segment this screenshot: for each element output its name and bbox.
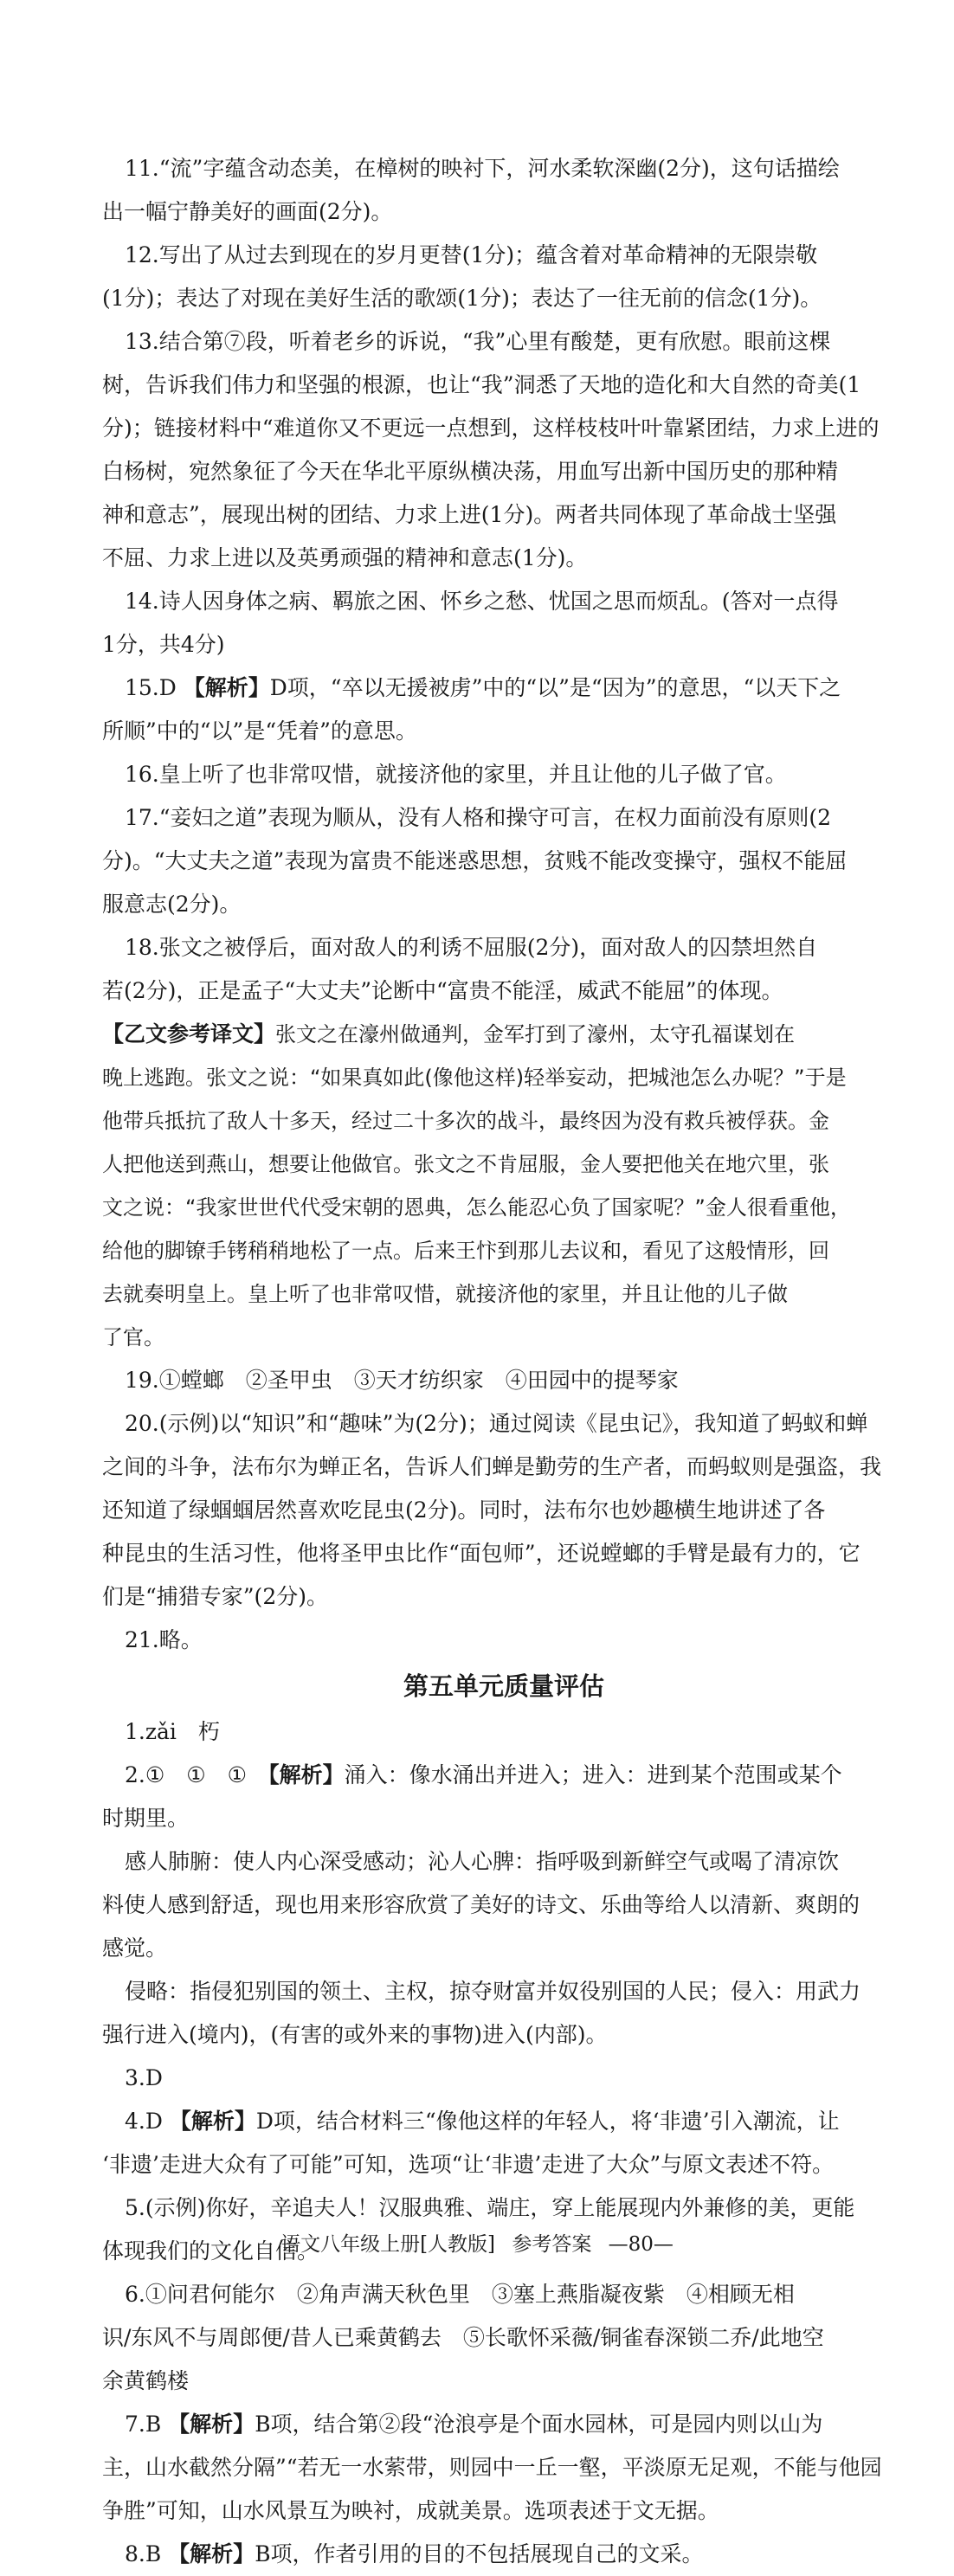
- analysis-tag: 【乙文参考译文】: [102, 1021, 276, 1046]
- answer-line: 15.D 【解析】D项，“卒以无援被虏”中的“以”是“因为”的意思，“以天下之: [125, 675, 841, 700]
- analysis-tag: 【解析】: [183, 675, 270, 700]
- answer-line: 17.“妾妇之道”表现为顺从，没有人格和操守可言，在权力面前没有原则(2: [125, 805, 831, 830]
- answer-line: 们是“捕猎专家”(2分)。: [102, 1584, 328, 1609]
- translation-line: 他带兵抵抗了敌人十多天，经过二十多次的战斗，最终因为没有救兵被俘获。金: [102, 1109, 829, 1133]
- answer-line: 4.D 【解析】D项，结合材料三“像他这样的年轻人，将‘非遗’引入潮流，让: [125, 2109, 840, 2134]
- answer-line: 16.皇上听了也非常叹惜，就接济他的家里，并且让他的儿子做了官。: [125, 762, 787, 787]
- answer-line: 料使人感到舒适，现也用来形容欣赏了美好的诗文、乐曲等给人以清新、爽朗的: [102, 1892, 861, 1917]
- page-footer: [0, 2231, 954, 2257]
- answer-line: 分)；链接材料中“难道你又不更远一点想到，这样枝枝叶叶靠紧团结，力求上进的: [102, 415, 880, 441]
- answer-line: 争胜”可知，山水风景互为映衬，成就美景。选项表述于文无据。: [102, 2498, 719, 2523]
- answer-line: 21.略。: [125, 1627, 203, 1652]
- answer-line: 种昆虫的生活习性，他将圣甲虫比作“面包师”，还说螳螂的手臂是最有力的，它: [102, 1541, 861, 1566]
- analysis-tag: 【解析】: [168, 2412, 255, 2437]
- translation-line: 人把他送到燕山，想要让他做官。张文之不肯屈服，金人要把他关在地穴里，张: [102, 1152, 829, 1176]
- answer-line: 2.① ① ① 【解析】涌入：像水涌出并进入；进入：进到某个范围或某个: [125, 1762, 842, 1787]
- answer-line: 白杨树，宛然象征了今天在华北平原纵横决荡，用血写出新中国历史的那种精: [102, 459, 839, 484]
- answer-line: 13.结合第⑦段，听着老乡的诉说，“我”心里有酸楚，更有欣慰。眼前这棵: [125, 329, 831, 354]
- section-title: 第五单元质量评估: [403, 1671, 604, 1701]
- answer-line: 强行进入(境内)，(有害的或外来的事物)进入(内部)。: [102, 2022, 608, 2047]
- answer-line: 树，告诉我们伟力和坚强的根源，也让“我”洞悉了天地的造化和大自然的奇美(1: [102, 372, 861, 397]
- answer-line: 体现我们的文化自信。: [102, 2238, 319, 2264]
- answer-line: 侵略：指侵犯别国的领土、主权，掠夺财富并奴役别国的人民；侵入：用武力: [125, 1979, 861, 2004]
- answer-line: 还知道了绿蝈蝈居然喜欢吃昆虫(2分)。同时，法布尔也妙趣横生地讲述了各: [102, 1497, 826, 1523]
- answer-line: 14.诗人因身体之病、羁旅之困、怀乡之愁、忧国之思而烦乱。(答对一点得: [125, 589, 839, 614]
- answer-line: 20.(示例)以“知识”和“趣味”为(2分)；通过阅读《昆虫记》，我知道了蚂蚁和蝉: [125, 1411, 868, 1436]
- answer-line: (1分)；表达了对现在美好生活的歌颂(1分)；表达了一往无前的信念(1分)。: [102, 286, 822, 311]
- translation-line: 晚上逃跑。张文之说：“如果真如此(像他这样)轻举妄动，把城池怎么办呢？”于是: [102, 1066, 847, 1090]
- footer-book-title: 语文八年级上册[人教版]: [280, 2233, 496, 2256]
- footer-section: 参考答案: [512, 2233, 592, 2256]
- answer-line: 不屈、力求上进以及英勇顽强的精神和意志(1分)。: [102, 545, 588, 570]
- answer-line: 5.(示例)你好，辛追夫人！汉服典雅、端庄，穿上能展现内外兼修的美，更能: [125, 2195, 855, 2220]
- answer-line: 主，山水截然分隔”“若无一水萦带，则园中一丘一壑，平淡原无足观，不能与他园: [102, 2455, 882, 2480]
- answer-line: 1.zǎi 朽: [125, 1719, 220, 1744]
- answer-line: 感觉。: [102, 1935, 168, 1961]
- answer-line: 11.“流”字蕴含动态美，在樟树的映衬下，河水柔软深幽(2分)，这句话描绘: [125, 156, 840, 181]
- answer-line: 3.D: [125, 2065, 163, 2090]
- answer-line: 出一幅宁静美好的画面(2分)。: [102, 199, 393, 224]
- answer-line: 分)。“大丈夫之道”表现为富贵不能迷惑思想，贫贱不能改变操守，强权不能屈: [102, 848, 848, 873]
- analysis-tag: 【解析】: [268, 1762, 345, 1787]
- answer-line: 服意志(2分)。: [102, 892, 242, 917]
- translation-line: 文之说：“我家世世代代受宋朝的恩典，怎么能忍心负了国家呢？”金人很看重他，: [102, 1195, 851, 1220]
- answer-line: 若(2分)，正是孟子“大丈夫”论断中“富贵不能淫，威武不能屈”的体现。: [102, 978, 783, 1003]
- answer-content: [102, 147, 906, 2576]
- answer-line: 识/东风不与周郎便/昔人已乘黄鹤去 ⑤长歌怀采薇/铜雀春深锁二乔/此地空: [102, 2325, 824, 2350]
- answer-line: 19.①螳螂 ②圣甲虫 ③天才纺织家 ④田园中的提琴家: [125, 1368, 679, 1393]
- answer-line: 神和意志”，展现出树的团结、力求上进(1分)。两者共同体现了革命战士坚强: [102, 502, 837, 527]
- answer-line: 18.张文之被俘后，面对敌人的利诱不屈服(2分)，面对敌人的囚禁坦然自: [125, 935, 818, 960]
- translation-line: 【乙文参考译文】张文之在濠州做通判，金军打到了濠州，太守孔福谋划在: [102, 1021, 796, 1046]
- answer-line: 6.①问君何能尔 ②角声满天秋色里 ③塞上燕脂凝夜紫 ④相顾无相: [125, 2282, 795, 2307]
- answer-line: 之间的斗争，法布尔为蝉正名，告诉人们蝉是勤劳的生产者，而蚂蚁则是强盗，我: [102, 1454, 882, 1479]
- answer-line: 所顺”中的“以”是“凭着”的意思。: [102, 718, 417, 744]
- answer-line: 感人肺腑：使人内心深受感动；沁人心脾：指呼吸到新鲜空气或喝了清凉饮: [125, 1849, 840, 1874]
- answer-line: ‘非遗’走进大众有了可能”可知，选项“让‘非遗’走进了大众”与原文表述不符。: [102, 2152, 835, 2177]
- footer-page-number: —80—: [608, 2233, 674, 2256]
- answer-line: 时期里。: [102, 1806, 190, 1831]
- answer-line: 12.写出了从过去到现在的岁月更替(1分)；蕴含着对革命精神的无限崇敬: [125, 242, 818, 267]
- analysis-tag: 【解析】: [169, 2109, 256, 2134]
- translation-line: 给他的脚镣手铐稍稍地松了一点。后来王忭到那儿去议和，看见了这般情形，回: [102, 1239, 829, 1263]
- answer-line: 1分，共4分): [102, 632, 225, 657]
- analysis-tag: 【解析】: [168, 2541, 255, 2566]
- answer-line: 余黄鹤楼: [102, 2368, 190, 2393]
- answer-line: 8.B 【解析】B项，作者引用的目的不包括展现自己的文采。: [125, 2541, 704, 2566]
- translation-line: 去就奏明皇上。皇上听了也非常叹惜，就接济他的家里，并且让他的儿子做: [102, 1282, 788, 1306]
- translation-line: 了官。: [102, 1325, 164, 1349]
- answer-line: 7.B 【解析】B项，结合第②段“沧浪亭是个面水园林，可是园内则以山为: [125, 2412, 823, 2437]
